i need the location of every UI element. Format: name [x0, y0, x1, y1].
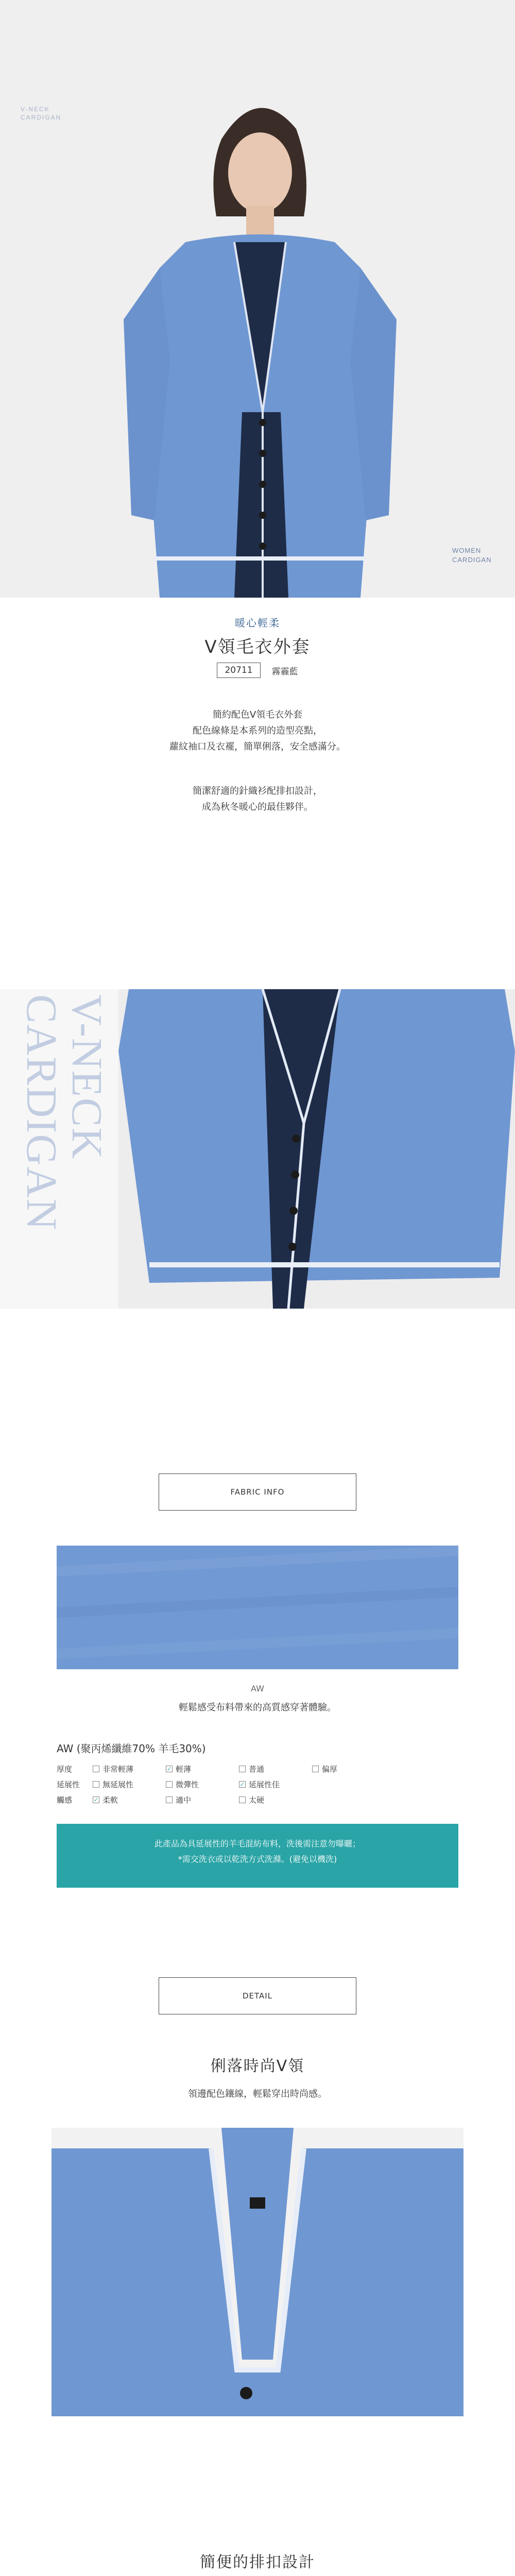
cardigan-front-photo: [118, 989, 515, 1309]
spec-option: [239, 1779, 312, 1790]
product-tagline: 暖心輕柔: [235, 617, 280, 629]
spec-option-label: 延展性佳: [249, 1780, 280, 1789]
spec-option-label: 太硬: [249, 1795, 265, 1805]
fabric-spec-title: AW (聚丙烯纖維70% 羊毛30%): [57, 1742, 206, 1755]
spec-option-label: 適中: [176, 1795, 192, 1805]
spec-option-label: 非常輕薄: [102, 1764, 134, 1774]
product-description-2: [0, 783, 515, 815]
hero-label-top-left: [21, 105, 61, 122]
spec-option-label: 偏厚: [322, 1764, 338, 1774]
description-line: 蘿紋袖口及衣襬，簡單俐落，安全感滿分。: [169, 741, 346, 752]
care-note-line: 此產品為具延展性的羊毛混紡布料，洗後需注意勿曝曬；: [154, 1839, 360, 1849]
spec-row-thickness: [57, 1761, 458, 1776]
description-line: 配色線條是本系列的造型亮點，: [193, 725, 322, 736]
spec-option: [239, 1794, 312, 1805]
fabric-info-header: FABRIC INFO: [159, 1473, 356, 1511]
spec-option-label: 輕薄: [176, 1764, 192, 1774]
care-note-line: *需交洗衣或以乾洗方式洗滌。(避免以機洗): [178, 1854, 337, 1864]
checkbox-icon: [239, 1797, 246, 1803]
description-line: 簡約配色V領毛衣外套: [212, 709, 303, 720]
spec-option: [93, 1764, 166, 1774]
detail-subtitle: 領邊配色鑲線，輕鬆穿出時尚感。: [188, 2089, 327, 2099]
spec-option: [166, 1794, 239, 1805]
checkbox-checked-icon: ✓: [239, 1781, 245, 1788]
description-line: 成為秋冬暖心的最佳夥伴。: [202, 802, 313, 812]
spec-option-label: 柔軟: [102, 1795, 118, 1805]
detail-title: 簡便的排扣設計: [200, 2553, 315, 2571]
spec-option-label: 普通: [249, 1764, 265, 1774]
spec-option-label: 無延展性: [102, 1780, 134, 1789]
checkbox-checked-icon: ✓: [166, 1765, 172, 1772]
spec-option: [93, 1794, 166, 1805]
checkbox-icon: [93, 1781, 99, 1788]
spec-label: 觸感: [57, 1795, 73, 1805]
checkbox-icon: [166, 1797, 173, 1803]
detail-title: 俐落時尚V領: [210, 2057, 305, 2075]
spec-label: 厚度: [57, 1764, 73, 1774]
fabric-tagline: 輕鬆感受布料帶來的高質感穿著體驗。: [179, 1702, 336, 1713]
product-name: V領毛衣外套: [204, 637, 311, 657]
vneck-closeup: [52, 2128, 464, 2416]
spec-option: [239, 1764, 312, 1774]
spec-label: 延展性: [57, 1780, 80, 1789]
spec-option: [93, 1779, 166, 1790]
checkbox-icon: [166, 1781, 173, 1788]
checkbox-icon: [239, 1766, 246, 1772]
hero-label-line: CARDIGAN: [21, 114, 62, 121]
model-photo: [0, 0, 515, 598]
product-description: [0, 707, 515, 755]
product-code: 20711: [217, 663, 260, 678]
side-title: [19, 994, 109, 1262]
fabric-code: AW: [251, 1684, 264, 1693]
checkbox-checked-icon: ✓: [93, 1796, 99, 1803]
detail-photo-vneck: [52, 2128, 464, 2416]
description-line: 簡潔舒適的針織衫配排扣設計，: [193, 786, 322, 796]
product-color-name: 霧霾藍: [271, 666, 298, 677]
spec-row-stretch: [57, 1776, 458, 1792]
hero-label-line: WOMEN: [452, 547, 482, 554]
spec-option-label: 微彈性: [176, 1780, 199, 1789]
fabric-swatch-image: [57, 1546, 458, 1669]
hero-label-line: CARDIGAN: [452, 556, 492, 564]
fabric-texture: [57, 1546, 458, 1669]
spec-option: [166, 1779, 239, 1790]
hero-label-bottom-right: [452, 546, 492, 565]
hero-label-line: V-NECK: [21, 106, 50, 113]
spec-option: [166, 1764, 239, 1774]
product-code-row: [0, 663, 515, 678]
detail-header: DETAIL: [159, 1977, 356, 2014]
checkbox-icon: [93, 1766, 99, 1772]
hero-image: [0, 0, 515, 598]
care-note-banner: [57, 1824, 458, 1888]
spec-option: [312, 1764, 385, 1774]
side-title-line: CARDIGAN: [18, 994, 65, 1231]
spec-row-touch: [57, 1792, 458, 1807]
checkbox-icon: [312, 1766, 319, 1772]
fabric-spec-table: [57, 1761, 458, 1807]
side-title-line: V-NECK: [63, 994, 111, 1160]
